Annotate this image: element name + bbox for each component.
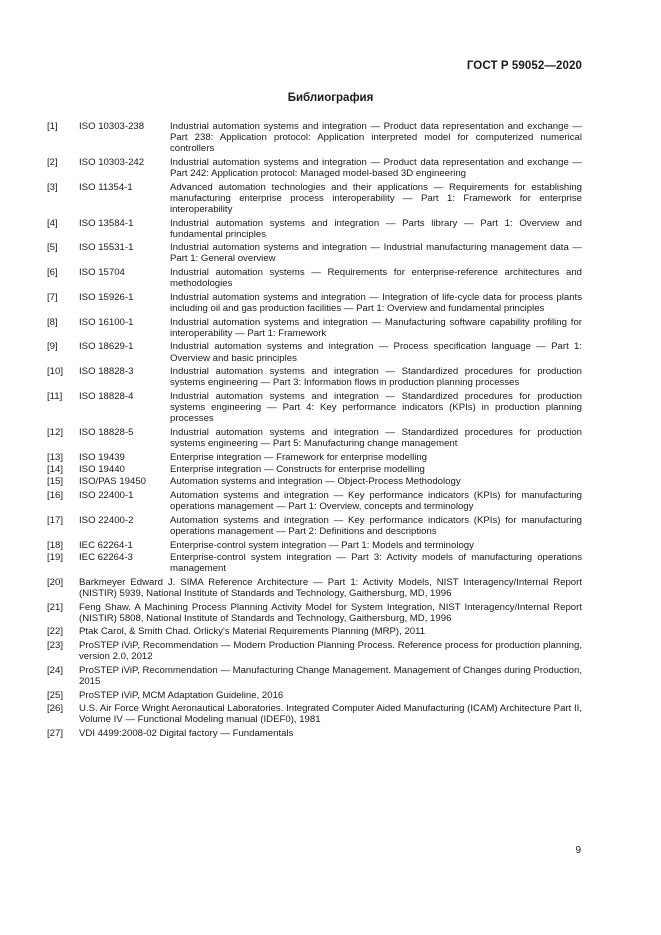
- entry-text: Enterprise-control system integration — Part 3: Activity models of manufacturing operations management: [170, 552, 582, 575]
- bibliography-entry: [47, 267, 582, 289]
- entry-text: Industrial automation systems and integration — Product data representation and exchange — Part 242: Application protocol: Managed model-based 3D engineering: [170, 156, 582, 179]
- entry-number: [16]: [47, 490, 64, 502]
- bibliography-entry: [47, 452, 582, 463]
- entry-standard-code: ISO 18828-4: [79, 391, 134, 402]
- bibliography-list: [47, 121, 582, 742]
- bibliography-entry: [47, 626, 582, 637]
- bibliography-title: Библиография: [287, 92, 374, 104]
- entry-text: Industrial automation systems and integration — Manufacturing software capability profiling for interoperability — Part 1: Framework: [170, 316, 582, 339]
- entry-standard-code: ISO 10303-238: [79, 121, 145, 132]
- entry-standard-code: IEC 62264-3: [79, 552, 133, 564]
- bibliography-entry: [47, 242, 582, 264]
- entry-standard-code: ISO 22400-2: [79, 514, 134, 526]
- entry-number: [4]: [47, 217, 58, 229]
- entry-number: [15]: [47, 476, 64, 488]
- entry-text: Feng Shaw. A Machining Process Planning Activity Model for System Integration, NIST Interagency/Internal Report (NISTIR) 5808, National Institute of Standards and Technology, Gaithersburg, MD, 1996: [79, 601, 582, 624]
- entry-text: Enterprise integration — Constructs for enterprise modelling: [170, 464, 425, 476]
- bibliography-entry: [47, 665, 582, 687]
- entry-number: [1]: [47, 121, 58, 132]
- entry-standard-code: ISO 11354-1: [79, 181, 133, 193]
- entry-standard-code: ISO 15926-1: [79, 291, 134, 303]
- entry-standard-code: ISO 19440: [79, 464, 125, 476]
- bibliography-entry: [47, 317, 582, 339]
- bibliography-entry: [47, 121, 582, 154]
- entry-text: ProSTEP iViP, MCM Adaptation Guideline, 2016: [79, 689, 284, 701]
- entry-standard-code: ISO 18828-5: [79, 426, 134, 438]
- entry-number: [3]: [47, 181, 58, 193]
- entry-text: Automation systems and integration — Object-Process Methodology: [170, 476, 461, 488]
- entry-standard-code: ISO/PAS 19450: [79, 476, 147, 488]
- entry-number: [23]: [47, 640, 64, 652]
- bibliography-entry: [47, 218, 582, 240]
- entry-number: [10]: [47, 366, 64, 378]
- bibliography-entry: [47, 157, 582, 179]
- bibliography-entry: [47, 427, 582, 449]
- entry-text: Industrial automation systems and integration — Process specification language — Part 1: Overview and basic principles: [170, 341, 582, 364]
- entry-text: Industrial automation systems and integration — Standardized procedures for production systems engineering — Part 3: Information flows in production planning processes: [170, 366, 582, 389]
- entry-number: [17]: [47, 514, 64, 526]
- entry-standard-code: ISO 19439: [79, 451, 125, 463]
- entry-text: Industrial automation systems and integration — Parts library — Part 1: Overview and fundamental principles: [170, 217, 582, 240]
- document-code: ГОСТ Р 59052—2020: [466, 60, 582, 72]
- bibliography-entry: [47, 602, 582, 624]
- bibliography-entry: [47, 292, 582, 314]
- bibliography-entry: [47, 540, 582, 551]
- entry-standard-code: ISO 15704: [79, 267, 125, 279]
- entry-number: [12]: [47, 426, 64, 438]
- entry-text: ProSTEP iViP, Recommendation — Manufacturing Change Management. Management of Changes during Production, 2015: [79, 664, 582, 687]
- bibliography-entry: [47, 464, 582, 475]
- bibliography-entry: [47, 552, 582, 574]
- bibliography-entry: [47, 182, 582, 215]
- entry-text: ProSTEP iViP, Recommendation — Modern Production Planning Process. Reference process for production planning, version 2.0, 2012: [79, 640, 582, 663]
- entry-number: [22]: [47, 626, 64, 638]
- entry-number: [8]: [47, 316, 58, 328]
- bibliography-entry: [47, 366, 582, 388]
- entry-number: [13]: [47, 451, 64, 463]
- entry-text: Industrial automation systems and integration — Standardized procedures for production systems engineering — Part 5: Manufacturing change management: [170, 426, 582, 449]
- entry-standard-code: ISO 16100-1: [79, 316, 134, 328]
- entry-number: [26]: [47, 703, 64, 715]
- bibliography-entry: [47, 490, 582, 512]
- bibliography-entry: [47, 728, 582, 739]
- page-number: 9: [575, 845, 581, 856]
- entry-number: [18]: [47, 539, 64, 551]
- entry-text: Enterprise integration — Framework for enterprise modelling: [170, 451, 428, 463]
- entry-text: Automation systems and integration — Key performance indicators (KPIs) for manufacturing operations management — Part 1: Overview, concepts and terminology: [170, 490, 582, 513]
- bibliography-entry: [47, 703, 582, 725]
- entry-number: [24]: [47, 664, 64, 676]
- bibliography-entry: [47, 476, 582, 487]
- entry-number: [20]: [47, 576, 64, 588]
- entry-number: [7]: [47, 291, 58, 303]
- bibliography-entry: [47, 341, 582, 363]
- entry-text: U.S. Air Force Wright Aeronautical Laboratories. Integrated Computer Aided Manufacturing (ICAM) Architecture Part II, Volume IV — Functional Modeling manual (IDEF0), 1981: [79, 703, 582, 726]
- entry-standard-code: ISO 10303-242: [79, 156, 145, 168]
- entry-number: [25]: [47, 689, 64, 701]
- entry-number: [2]: [47, 156, 58, 168]
- entry-text: Automation systems and integration — Key performance indicators (KPIs) for manufacturing operations management — Part 2: Definitions and descriptions: [170, 514, 582, 537]
- entry-number: [21]: [47, 601, 64, 613]
- bibliography-entry: [47, 515, 582, 537]
- entry-standard-code: ISO 15531-1: [79, 242, 134, 254]
- entry-text: Ptak Carol, & Smith Chad. Orlicky's Material Requirements Planning (MRP), 2011: [79, 626, 426, 638]
- entry-standard-code: IEC 62264-1: [79, 539, 133, 551]
- entry-number: [27]: [47, 728, 64, 740]
- entry-number: [19]: [47, 552, 64, 564]
- entry-standard-code: ISO 13584-1: [79, 217, 134, 229]
- entry-number: [14]: [47, 464, 64, 476]
- entry-number: [11]: [47, 391, 63, 402]
- entry-text: Industrial automation systems and integration — Industrial manufacturing management data — Part 1: General overview: [170, 242, 582, 265]
- bibliography-entry: [47, 640, 582, 662]
- entry-standard-code: ISO 18828-3: [79, 366, 134, 378]
- entry-text: Industrial automation systems — Requirements for enterprise-reference architectures and methodologies: [170, 267, 582, 290]
- entry-text: Industrial automation systems and integration — Integration of life-cycle data for process plants including oil and gas production facilities — Part 1: Overview and fundamental principles: [170, 291, 582, 314]
- entry-text: Enterprise-control system integration — Part 1: Models and terminology: [170, 539, 474, 551]
- bibliography-entry: [47, 577, 582, 599]
- entry-text: Industrial automation systems and integration — Product data representation and exchange — Part 238: Application protocol: Application interpreted model for computerized numerical controllers: [170, 121, 582, 155]
- bibliography-entry: [47, 690, 582, 701]
- entry-number: [9]: [47, 341, 58, 353]
- bibliography-entry: [47, 391, 582, 424]
- entry-number: [5]: [47, 242, 58, 254]
- entry-standard-code: ISO 18629-1: [79, 341, 134, 353]
- entry-text: Industrial automation systems and integration — Standardized procedures for production systems engineering — Part 4: Key performance indicators (KPIs) in production planning processes: [170, 391, 582, 425]
- entry-text: Barkmeyer Edward J. SIMA Reference Architecture — Part 1: Activity Models, NIST Interagency/Internal Report (NISTIR) 5939, National Institute of Standards and Technology, Gaithersburg, MD, 1996: [79, 576, 582, 599]
- entry-standard-code: ISO 22400-1: [79, 490, 134, 502]
- entry-number: [6]: [47, 267, 58, 279]
- entry-text: VDI 4499:2008-02 Digital factory — Fundamentals: [79, 728, 294, 740]
- entry-text: Advanced automation technologies and their applications — Requirements for establishing manufacturing enterprise process interoperability — Part 1: Framework for enterprise interoperability: [170, 181, 582, 215]
